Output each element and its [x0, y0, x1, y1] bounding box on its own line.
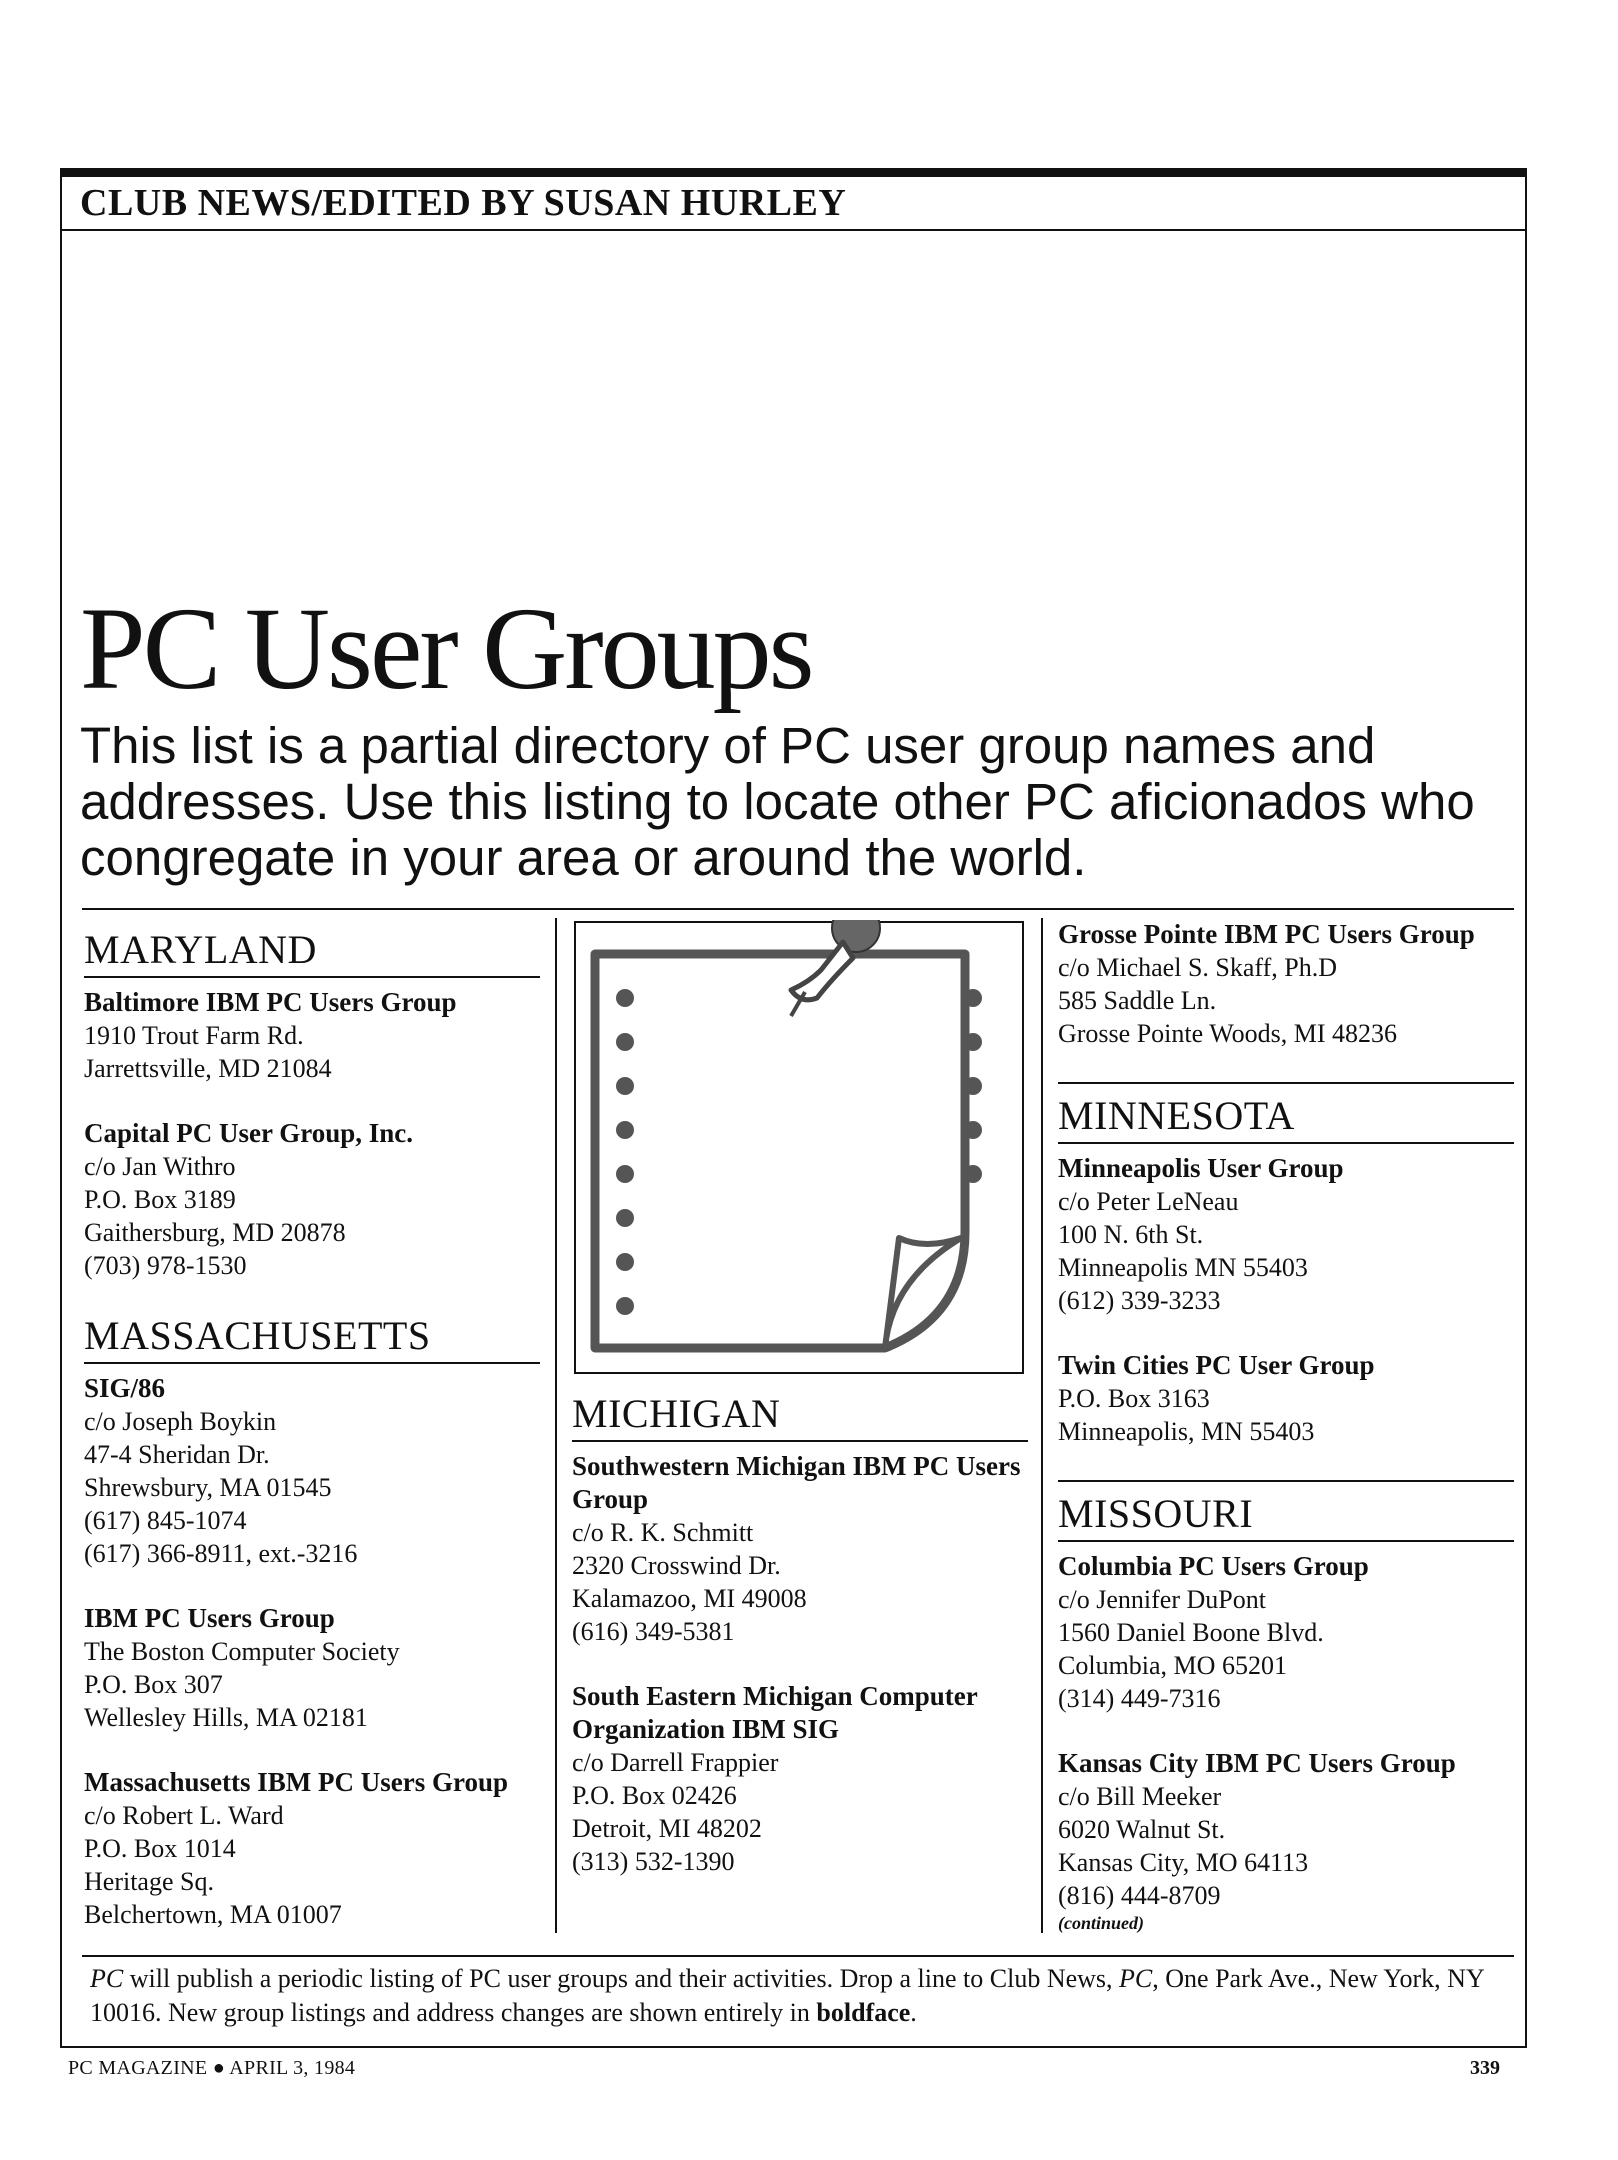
user-group-entry	[1058, 918, 1514, 1050]
user-group-entry	[572, 1680, 1028, 1878]
address-line: (313) 532-1390	[572, 1847, 735, 1876]
address-line: P.O. Box 1014	[84, 1834, 236, 1863]
address-line: P.O. Box 3189	[84, 1185, 236, 1214]
user-group-entry	[1058, 1152, 1514, 1317]
address-line: c/o Jennifer DuPont	[1058, 1585, 1266, 1614]
user-group-name: IBM PC Users Group	[84, 1603, 335, 1633]
address-line: c/o Michael S. Skaff, Ph.D	[1058, 953, 1337, 982]
user-group-entry	[572, 1450, 1028, 1648]
footer-text-1: will publish a periodic listing of PC user groups and their activities. Drop a line to Club News,	[123, 1964, 1120, 1993]
address-line: P.O. Box 02426	[572, 1781, 737, 1810]
user-group-name: Minneapolis User Group	[1058, 1153, 1344, 1183]
address-line: P.O. Box 307	[84, 1670, 223, 1699]
user-group-name: Grosse Pointe IBM PC Users Group	[1058, 919, 1475, 949]
user-group-entry	[84, 1372, 540, 1570]
column-divider-1	[555, 918, 557, 1933]
address-line: Columbia, MO 65201	[1058, 1651, 1287, 1680]
column-right	[1058, 918, 1514, 1934]
address-line: (314) 449-7316	[1058, 1684, 1221, 1713]
user-group-entry	[84, 1117, 540, 1282]
section-header	[60, 177, 1527, 231]
column-left	[84, 928, 540, 1963]
address-line: c/o R. K. Schmitt	[572, 1518, 754, 1547]
address-line: (612) 339-3233	[1058, 1286, 1221, 1315]
address-line: c/o Jan Withro	[84, 1152, 236, 1181]
address-line: Detroit, MI 48202	[572, 1814, 762, 1843]
user-group-entry	[84, 986, 540, 1085]
address-line: Grosse Pointe Woods, MI 48236	[1058, 1019, 1398, 1048]
intro-paragraph: This list is a partial directory of PC user group names and addresses. Use this listing to locate other PC aficionados who congregate in your area or around the world.	[80, 717, 1475, 886]
user-group-entry	[84, 1766, 540, 1931]
page-number: 339	[1470, 2057, 1500, 2079]
section-header-text: CLUB NEWS/EDITED BY SUSAN HURLEY	[80, 182, 847, 224]
state-heading-minnesota: MINNESOTA	[1058, 1082, 1514, 1144]
user-group-name: Baltimore IBM PC Users Group	[84, 987, 457, 1017]
column-middle	[572, 1392, 1028, 1910]
magazine-issue-line: PC MAGAZINE ● APRIL 3, 1984	[68, 2057, 356, 2079]
state-heading-missouri: MISSOURI	[1058, 1480, 1514, 1542]
address-line: 6020 Walnut St.	[1058, 1815, 1226, 1844]
address-line: Minneapolis, MN 55403	[1058, 1417, 1315, 1446]
user-group-entry	[1058, 1747, 1514, 1912]
address-line: c/o Peter LeNeau	[1058, 1187, 1239, 1216]
address-line: 1910 Trout Farm Rd.	[84, 1021, 304, 1050]
address-line: The Boston Computer Society	[84, 1637, 400, 1666]
user-group-name: SIG/86	[84, 1373, 166, 1403]
user-group-name: Capital PC User Group, Inc.	[84, 1118, 414, 1148]
footer-text-2: , One Park Ave., New York, NY 10016. New group listings and address changes are shown entirely in	[90, 1964, 1484, 2027]
footer-boldface: boldface	[816, 1998, 911, 2027]
user-group-entry	[1058, 1349, 1514, 1448]
address-line: (617) 845-1074	[84, 1506, 247, 1535]
user-group-name: Massachusetts IBM PC Users Group	[84, 1767, 508, 1797]
address-line: Minneapolis MN 55403	[1058, 1253, 1308, 1282]
user-group-name: Southwestern Michigan IBM PC Users Group	[572, 1451, 1021, 1514]
footer-text-end: .	[910, 1998, 917, 2027]
state-heading-massachusetts: MASSACHUSETTS	[84, 1314, 540, 1364]
address-line: c/o Joseph Boykin	[84, 1407, 277, 1436]
user-group-name: Kansas City IBM PC Users Group	[1058, 1748, 1456, 1778]
state-heading-maryland: MARYLAND	[84, 928, 540, 978]
address-line: (816) 444-8709	[1058, 1881, 1221, 1910]
column-divider-2	[1041, 918, 1043, 1933]
address-line: Kansas City, MO 64113	[1058, 1848, 1309, 1877]
user-group-name: Twin Cities PC User Group	[1058, 1350, 1375, 1380]
address-line: Wellesley Hills, MA 02181	[84, 1703, 368, 1732]
address-line: Jarrettsville, MD 21084	[84, 1054, 332, 1083]
continued-marker: (continued)	[1058, 1913, 1145, 1933]
address-line: Kalamazoo, MI 49008	[572, 1584, 807, 1613]
address-line: (617) 366-8911, ext.-3216	[84, 1539, 358, 1568]
page-title: PC User Groups	[80, 583, 812, 714]
address-line: 100 N. 6th St.	[1058, 1220, 1204, 1249]
pinned-note-illustration	[573, 920, 1025, 1375]
user-group-name: Columbia PC Users Group	[1058, 1551, 1369, 1581]
address-line: 2320 Crosswind Dr.	[572, 1551, 781, 1580]
address-line: c/o Robert L. Ward	[84, 1801, 284, 1830]
pinned-note-icon	[573, 920, 1025, 1375]
address-line: 47-4 Sheridan Dr.	[84, 1440, 270, 1469]
address-line: Heritage Sq.	[84, 1867, 214, 1896]
footer-pc-italic: PC	[90, 1964, 124, 1993]
user-group-entry	[1058, 1550, 1514, 1715]
intro-divider	[82, 908, 1514, 910]
address-line: (616) 349-5381	[572, 1617, 735, 1646]
address-line: (703) 978-1530	[84, 1251, 247, 1280]
footer-pc-italic-2: PC	[1119, 1964, 1153, 1993]
address-line: 1560 Daniel Boone Blvd.	[1058, 1618, 1324, 1647]
address-line: c/o Bill Meeker	[1058, 1782, 1222, 1811]
address-line: c/o Darrell Frappier	[572, 1748, 779, 1777]
address-line: Gaithersburg, MD 20878	[84, 1218, 346, 1247]
user-group-name: South Eastern Michigan Computer Organization IBM SIG	[572, 1681, 978, 1744]
address-line: P.O. Box 3163	[1058, 1384, 1210, 1413]
state-heading-michigan: MICHIGAN	[572, 1392, 1028, 1442]
address-line: Belchertown, MA 01007	[84, 1900, 342, 1929]
address-line: Shrewsbury, MA 01545	[84, 1473, 332, 1502]
address-line: 585 Saddle Ln.	[1058, 986, 1217, 1015]
footer-note	[90, 1962, 1510, 2030]
user-group-entry	[84, 1602, 540, 1734]
